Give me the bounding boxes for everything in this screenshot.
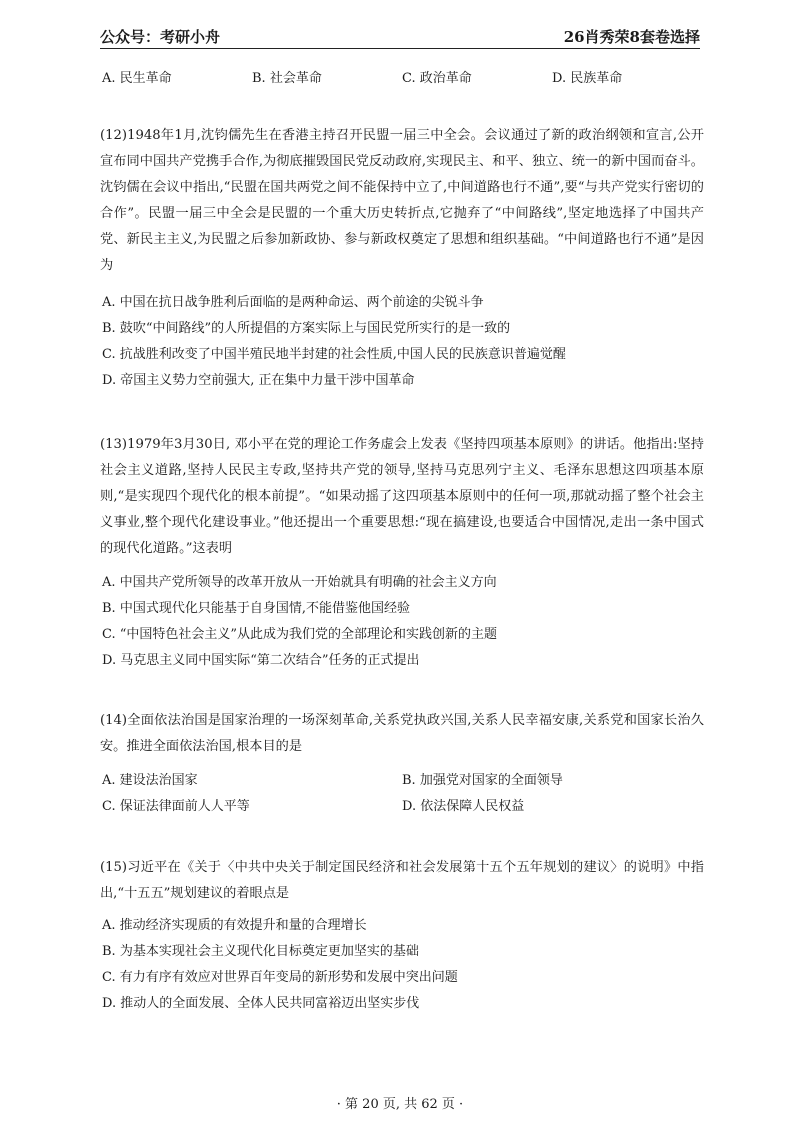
q12-option-c: C. 抗战胜利改变了中国半殖民地半封建的社会性质,中国人民的民族意识普遍觉醒 [102, 347, 566, 362]
q11-option-b: B. 社会革命 [252, 71, 322, 86]
q15-stem: (15)习近平在《关于〈中共中央关于制定国民经济和社会发展第十五个五年规划的建议〉的说明》中指出,“十五五”规划建议的着眼点是 [100, 860, 704, 901]
q12-option-d: D. 帝国主义势力空前强大, 正在集中力量干涉中国革命 [102, 373, 415, 388]
page-header [100, 26, 700, 49]
q14-option-c: C. 保证法律面前人人平等 [102, 799, 250, 814]
q13-stem: (13)1979年3月30日, 邓小平在党的理论工作务虚会上发表《坚持四项基本原则》的讲话。他指出:坚持社会主义道路,坚持人民民主专政,坚持共产党的领导,坚持马克思列宁主义、毛泽东思想这四项基本原则,“是实现四个现代化的根本前提”。“如果动摇了这四项基本原则中的任何一项,那就动摇了整个社会主义事业,整个现代化建设事业。”他还提出一个重要思想:“现在搞建设,也要适合中国情况,走出一条中国式的现代化道路。”这表明 [100, 437, 704, 556]
header-source: 公众号：考研小舟 [100, 28, 221, 46]
q14-option-d: D. 依法保障人民权益 [402, 799, 525, 814]
q12-option-a: A. 中国在抗日战争胜利后面临的是两种命运、两个前途的尖锐斗争 [102, 295, 484, 310]
q12-option-b: B. 鼓吹“中间路线”的人所提倡的方案实际上与国民党所实行的是一致的 [102, 321, 511, 336]
q13-option-a: A. 中国共产党所领导的改革开放从一开始就具有明确的社会主义方向 [102, 575, 497, 590]
page-footer: · 第 20 页, 共 62 页 · [336, 1097, 464, 1112]
q15-option-d: D. 推动人的全面发展、全体人民共同富裕迈出坚实步伐 [102, 996, 420, 1011]
q14-option-b: B. 加强党对国家的全面领导 [402, 773, 563, 788]
header-title: 26肖秀荣8套卷选择 [563, 28, 700, 46]
q15-option-a: A. 推动经济实现质的有效提升和量的合理增长 [102, 918, 367, 933]
q13-option-b: B. 中国式现代化只能基于自身国情,不能借鉴他国经验 [102, 601, 410, 616]
q14-option-a: A. 建设法治国家 [102, 773, 198, 788]
q11-option-a: A. 民生革命 [102, 71, 172, 86]
q15-option-c: C. 有力有序有效应对世界百年变局的新形势和发展中突出问题 [102, 970, 458, 985]
q15-option-b: B. 为基本实现社会主义现代化目标奠定更加坚实的基础 [102, 944, 419, 959]
q13-option-d: D. 马克思主义同中国实际“第二次结合”任务的正式提出 [102, 653, 420, 668]
q13-option-c: C. “中国特色社会主义”从此成为我们党的全部理论和实践创新的主题 [102, 627, 498, 642]
q11-option-c: C. 政治革命 [402, 71, 472, 86]
q11-option-d: D. 民族革命 [552, 71, 623, 86]
q12-stem: (12)1948年1月,沈钧儒先生在香港主持召开民盟一届三中全会。会议通过了新的政治纲领和宣言,公开宣布同中国共产党携手合作,为彻底摧毁国民党反动政府,实现民主、和平、独立、统一的新中国而奋斗。沈钧儒在会议中指出,“民盟在国共两党之间不能保持中立了,中间道路也行不通”,要“与共产党实行密切的合作”。民盟一届三中全会是民盟的一个重大历史转折点,它抛弃了“中间路线”,坚定地选择了中国共产党、新民主主义,为民盟之后参加新政协、参与新政权奠定了思想和组织基础。“中间道路也行不通”是因为 [100, 128, 704, 273]
q14-stem: (14)全面依法治国是国家治理的一场深刻革命,关系党执政兴国,关系人民幸福安康,关系党和国家长治久安。推进全面依法治国,根本目的是 [100, 713, 704, 754]
